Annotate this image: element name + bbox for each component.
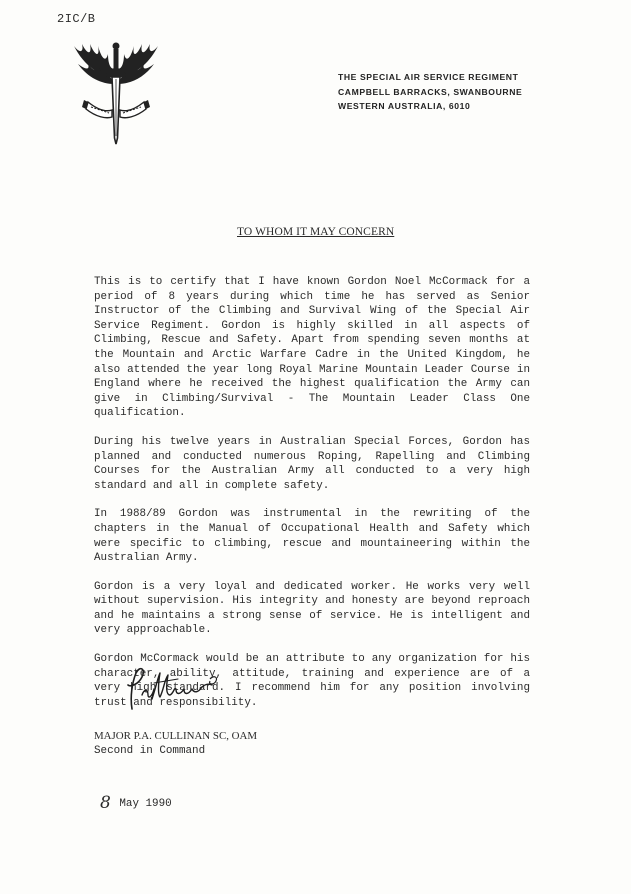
body-paragraph: Gordon McCormack would be an attribute to any organization for his character, ability, attitude, training and experience are of a very high standard. I recommend him for any position involving trust and responsibility. (94, 653, 530, 709)
handwritten-signature (118, 665, 228, 713)
signatory-name: MAJOR P.A. CULLINAN SC, OAM (94, 730, 258, 742)
body-paragraph: This is to certify that I have known Gordon Noel McCormack for a period of 8 years during which time he has served as Senior Instructor of the Climbing and Survival Wing of the Special Air Service Regiment. Gordon is highly skilled in all aspects of Climbing, Rescue and Safety. Apart from spending seven months at the Mountain and Arctic Warfare Cadre in the United Kingdom, he also attended the year long Royal Marine Mountain Leader Course in England where he received the highest qualification the Army can give in Climbing/Survival - The Mountain Leader Class One qualification. (94, 276, 530, 420)
signatory-title: Second in Command (94, 745, 206, 757)
letterhead-address (338, 70, 522, 114)
date-month-year: May 1990 (119, 798, 172, 810)
signatory-block (94, 729, 257, 759)
reference-code: 2IC/B (57, 12, 96, 26)
letterhead-line: THE SPECIAL AIR SERVICE REGIMENT (338, 72, 519, 82)
winged-dagger-icon (70, 38, 162, 146)
body-paragraph: In 1988/89 Gordon was instrumental in the rewriting of the chapters in the Manual of Occupational Health and Safety which were specific to climbing, rescue and mountaineering within the Australian Army. (94, 508, 530, 565)
letter-body (94, 275, 530, 724)
letter-date (100, 791, 172, 811)
body-paragraph: During his twelve years in Australian Special Forces, Gordon has planned and conducted numerous Roping, Rapelling and Climbing Courses for the Australian Army all conducted to a very high standard and all in complete safety. (94, 435, 530, 492)
letterhead-line: CAMPBELL BARRACKS, SWANBOURNE (338, 86, 523, 97)
letter-subject: TO WHOM IT MAY CONCERN (237, 226, 395, 238)
body-paragraph: Gordon is a very loyal and dedicated worker. He works very well without supervision. His integrity and honesty are beyond reproach and he maintains a strong sense of service. He is intelligent and very approachable. (94, 580, 530, 637)
date-day-handwritten: 8 (100, 793, 111, 813)
letterhead-line: WESTERN AUSTRALIA, 6010 (338, 101, 471, 111)
